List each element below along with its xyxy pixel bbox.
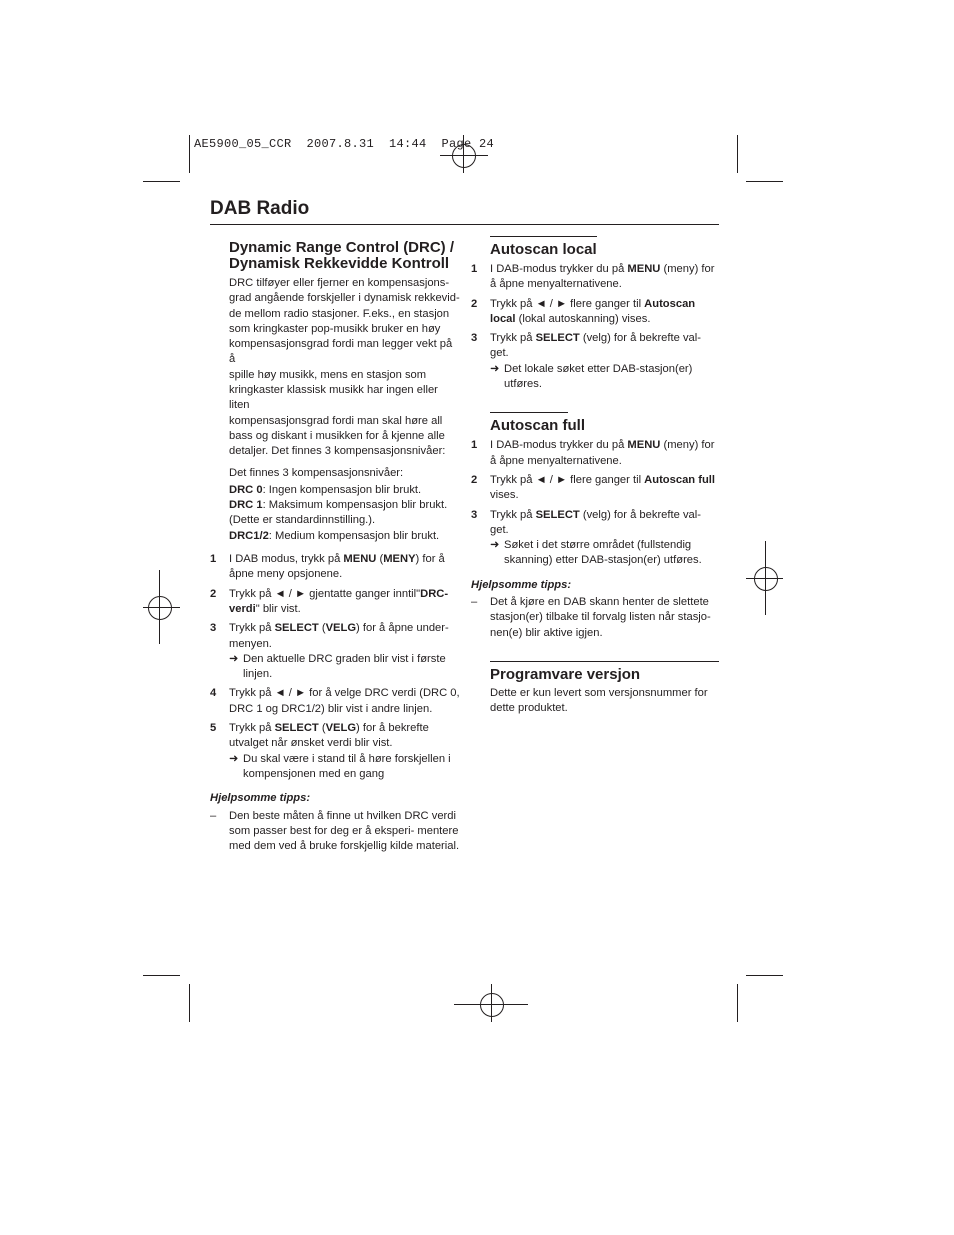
intro-line: detaljer. Det finnes 3 kompensasjonsnivåer: xyxy=(229,445,446,458)
step-text: I DAB modus, trykk på MENU (MENY) for å åpne meny opsjonene. xyxy=(229,553,445,581)
crop-mark xyxy=(746,975,783,976)
drc1-label: DRC 1 xyxy=(229,499,263,512)
step-text: Trykk på SELECT (velg) for å bekrefte val- get. xyxy=(490,508,701,536)
section-rule xyxy=(490,236,597,237)
step-result: ➜ Den aktuelle DRC graden blir vist i første linjen. xyxy=(229,652,446,681)
step-item xyxy=(210,587,460,618)
drc1-text: : Maksimum kompensasjon blir brukt. xyxy=(262,499,448,512)
crop-mark xyxy=(189,984,190,1022)
step-item xyxy=(471,473,721,504)
intro-line: bass og diskant i musikken for å kjenne alle xyxy=(229,429,445,442)
registration-mark xyxy=(765,541,766,615)
software-version-text: Dette er kun levert som versjonsnummer for dette produktet. xyxy=(490,686,708,715)
registration-mark xyxy=(148,596,172,620)
tips-title: Hjelpsomme tipps: xyxy=(471,578,572,591)
step-text: Trykk på ◄ / ► for å velge DRC verdi (DRC 0, DRC 1 og DRC1/2) blir vist i andre linjen. xyxy=(229,687,460,715)
intro-line: grad angående forskjeller i dynamisk rekkevid- xyxy=(229,292,460,305)
crop-mark xyxy=(737,135,738,173)
page-title: DAB Radio xyxy=(210,198,310,219)
crop-mark xyxy=(189,135,190,173)
step-number: 3 xyxy=(210,622,217,635)
tips-text: Den beste måten å finne ut hvilken DRC verdi som passer best for deg er å eksperi- mentere med dem ved å bruke forskjellig kilde material. xyxy=(229,809,460,853)
registration-mark xyxy=(143,607,180,608)
intro-line: kompensasjonsgrad fordi man skal høre all xyxy=(229,414,443,427)
section-heading-software-version: Programvare versjon xyxy=(490,665,641,683)
step-item xyxy=(210,721,460,782)
step-text: Trykk på SELECT (VELG) for å bekrefte utvalget når ønsket verdi blir vist. xyxy=(229,722,429,750)
arrow-right-icon: ➜ xyxy=(490,539,500,552)
drc-steps xyxy=(210,552,460,782)
autoscan-local-steps xyxy=(471,262,721,392)
step-text: Trykk på SELECT (velg) for å bekrefte val- get. xyxy=(490,332,701,360)
intro-line: DRC tilføyer eller fjerner en kompensasjons- xyxy=(229,277,450,289)
intro-line: spille høy musikk, mens en stasjon som xyxy=(229,368,427,381)
drc12-label: DRC1/2 xyxy=(229,529,269,542)
tips-title: Hjelpsomme tipps: xyxy=(210,792,311,805)
drc1-line xyxy=(210,498,460,513)
registration-mark xyxy=(754,567,778,591)
arrow-right-icon: ➜ xyxy=(229,752,239,765)
tips-item: – Det å kjøre en DAB skann henter de slettete stasjon(er) tilbake til forvalg listen når stasjo- nen(e) blir aktive igjen. xyxy=(471,596,711,639)
step-item xyxy=(471,331,721,392)
step-number: 2 xyxy=(210,587,217,600)
drc0-line xyxy=(210,483,460,498)
drc12-text: : Medium kompensasjon blir brukt. xyxy=(268,529,440,542)
intro-line: kompensasjonsgrad fordi man legger vekt på å xyxy=(229,338,453,366)
step-item xyxy=(471,438,721,469)
step-number: 5 xyxy=(210,722,217,735)
print-slug: AE5900_05_CCR 2007.8.31 14:44 Page 24 xyxy=(194,137,495,151)
step-number: 1 xyxy=(471,439,478,452)
step-number: 2 xyxy=(471,297,478,310)
step-result: ➜ Søket i det større området (fullstendig skanning) etter DAB-stasjon(er) utføres. xyxy=(490,539,702,567)
drc0-text: : Ingen kompensasjon blir brukt. xyxy=(262,483,422,496)
right-column xyxy=(471,236,721,717)
intro-line: de mellom radio stasjoner. F.eks., en stasjon xyxy=(229,307,450,320)
step-text: Trykk på ◄ / ► gjentatte ganger inntil"DRC-verdi" blir vist. xyxy=(229,587,449,615)
drc-levels-intro: Det finnes 3 kompensasjonsnivåer: xyxy=(229,466,404,479)
autoscan-full-steps xyxy=(471,438,721,568)
step-item xyxy=(471,297,721,328)
crop-mark xyxy=(737,984,738,1022)
step-item xyxy=(210,621,460,682)
step-item xyxy=(210,686,460,717)
crop-mark xyxy=(143,975,180,976)
step-text: Trykk på ◄ / ► flere ganger til Autoscan local (lokal autoskanning) vises. xyxy=(490,297,696,325)
arrow-right-icon: ➜ xyxy=(229,652,239,665)
registration-mark xyxy=(440,155,488,156)
step-number: 1 xyxy=(471,263,478,275)
crop-mark xyxy=(143,181,180,182)
step-text: I DAB-modus trykker du på MENU (meny) for å åpne menyalternativene. xyxy=(490,439,715,467)
drc1-note: (Dette er standardinnstilling.). xyxy=(229,514,376,527)
step-item xyxy=(471,262,721,293)
crop-mark xyxy=(746,181,783,182)
section-rule xyxy=(490,661,719,662)
tips-item: – Den beste måten å finne ut hvilken DRC verdi som passer best for deg er å eksperi- mentere med dem ved å bruke forskjellig kilde material. xyxy=(210,809,460,853)
left-column xyxy=(210,240,460,854)
step-result: ➜ Du skal være i stand til å høre forskjellen i kompensjonen med en gang xyxy=(229,752,451,780)
intro-line: kringkaster klassisk musikk har ingen eller liten xyxy=(229,384,438,412)
section-rule xyxy=(490,412,568,413)
registration-mark xyxy=(491,984,492,1022)
drc0-label: DRC 0 xyxy=(229,483,263,496)
section-heading-autoscan-full: Autoscan full xyxy=(490,417,586,435)
step-number: 2 xyxy=(471,473,478,486)
drc-intro xyxy=(210,276,460,460)
section-heading-drc: Dynamic Range Control (DRC) / Dynamisk Rekkevidde Kontroll xyxy=(229,239,455,272)
registration-mark xyxy=(159,570,160,644)
step-text: I DAB-modus trykker du på MENU (meny) for å åpne menyalternativene. xyxy=(490,263,715,291)
arrow-right-icon: ➜ xyxy=(490,362,500,375)
step-number: 1 xyxy=(210,553,217,566)
step-number: 3 xyxy=(471,332,478,345)
title-rule xyxy=(210,224,719,225)
drc12-line xyxy=(210,529,460,544)
tips-text: Det å kjøre en DAB skann henter de slettete stasjon(er) tilbake til forvalg listen når stasjo- nen(e) blir aktive igjen. xyxy=(490,596,711,639)
step-number: 3 xyxy=(471,508,478,521)
step-result: ➜ Det lokale søket etter DAB-stasjon(er) utføres. xyxy=(490,362,693,391)
step-item xyxy=(210,552,460,583)
step-number: 4 xyxy=(210,687,217,700)
registration-mark xyxy=(480,993,504,1017)
step-text: Trykk på ◄ / ► flere ganger til Autoscan full vises. xyxy=(490,473,716,502)
step-item xyxy=(471,508,721,569)
intro-line: som kringkaster pop-musikk bruker en høy xyxy=(229,322,441,335)
section-heading-autoscan-local: Autoscan local xyxy=(490,241,597,258)
step-text: Trykk på SELECT (VELG) for å åpne under-menyen. xyxy=(229,622,449,650)
